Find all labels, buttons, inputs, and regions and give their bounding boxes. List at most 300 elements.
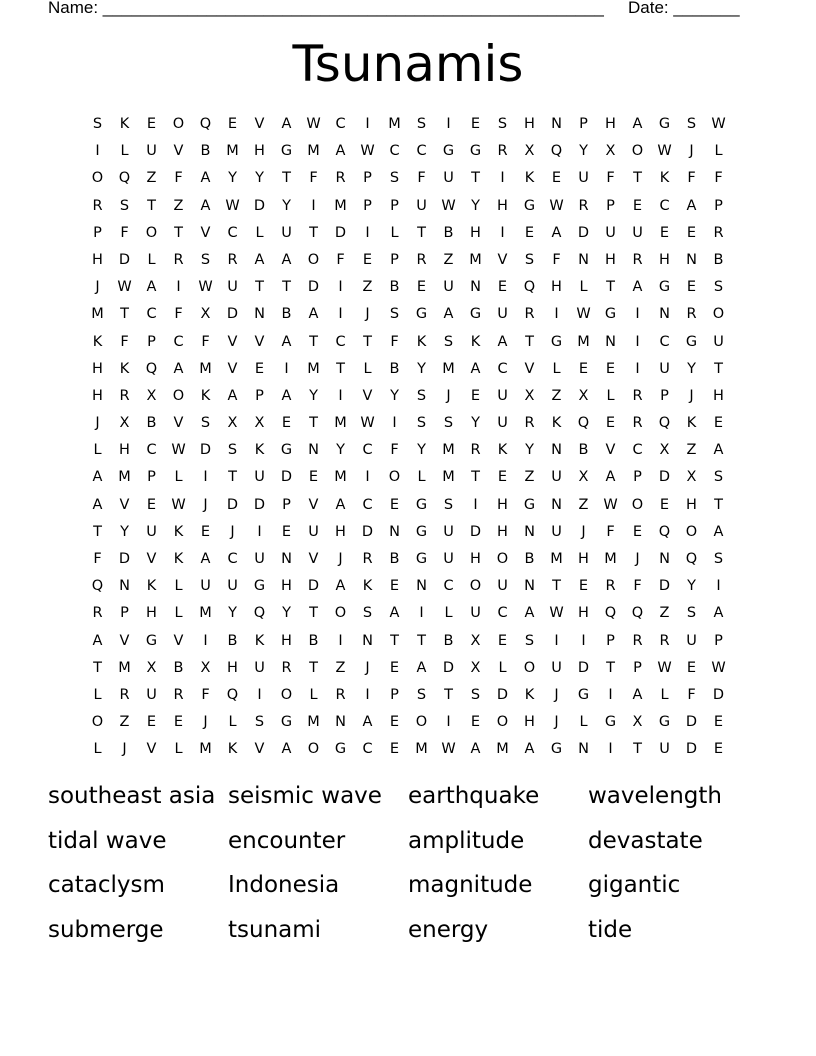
grid-letter: V bbox=[605, 442, 616, 459]
grid-letter: C bbox=[362, 442, 373, 459]
grid-letter: E bbox=[632, 197, 643, 214]
grid-letter: A bbox=[713, 523, 724, 540]
grid-letter: B bbox=[173, 659, 184, 676]
grid-letter: E bbox=[389, 714, 400, 731]
grid-letter: B bbox=[389, 551, 400, 567]
grid-letter: D bbox=[253, 197, 266, 214]
grid-letter: S bbox=[686, 116, 697, 132]
grid-letter: R bbox=[92, 197, 103, 214]
grid-letter: L bbox=[390, 224, 399, 241]
grid-letter: N bbox=[308, 442, 319, 459]
grid-letter: P bbox=[606, 632, 615, 649]
grid-letter: S bbox=[443, 496, 454, 513]
grid-letter: D bbox=[577, 659, 590, 676]
grid-letter: B bbox=[713, 251, 724, 268]
word-list-item: energy bbox=[408, 916, 489, 943]
grid-letter: S bbox=[497, 116, 508, 132]
grid-letter: L bbox=[579, 279, 588, 296]
grid-letter: V bbox=[308, 551, 319, 567]
grid-letter: R bbox=[92, 605, 103, 622]
grid-letter: J bbox=[338, 551, 343, 567]
grid-letter: Z bbox=[146, 170, 157, 187]
grid-letter: D bbox=[334, 224, 347, 241]
grid-letter: J bbox=[554, 714, 559, 731]
grid-letter: W bbox=[117, 279, 132, 296]
grid-letter: Q bbox=[118, 170, 131, 187]
grid-letter: A bbox=[200, 551, 211, 567]
grid-letter: G bbox=[280, 442, 293, 459]
grid-letter: U bbox=[551, 659, 562, 676]
header-line bbox=[48, 0, 748, 22]
grid-letter: M bbox=[442, 360, 455, 377]
grid-letter: J bbox=[689, 143, 694, 160]
grid-letter: F bbox=[606, 170, 615, 187]
grid-letter: R bbox=[173, 251, 184, 268]
grid-letter: W bbox=[360, 143, 375, 160]
grid-letter: C bbox=[362, 741, 373, 758]
grid-letter: Q bbox=[604, 605, 617, 622]
grid-letter: C bbox=[632, 442, 643, 459]
grid-letter: O bbox=[523, 659, 536, 676]
grid-letter: Y bbox=[525, 442, 534, 459]
grid-letter: Z bbox=[335, 659, 346, 676]
grid-letter: G bbox=[469, 143, 482, 160]
grid-letter: X bbox=[605, 143, 616, 160]
grid-letter: P bbox=[660, 387, 669, 404]
grid-letter: X bbox=[524, 143, 535, 160]
grid-letter: K bbox=[254, 632, 265, 649]
grid-letter: A bbox=[281, 116, 292, 132]
grid-letter: T bbox=[93, 523, 102, 540]
grid-letter: G bbox=[550, 333, 563, 350]
grid-letter: K bbox=[659, 170, 670, 187]
grid-letter: U bbox=[551, 523, 562, 540]
grid-letter: R bbox=[416, 251, 427, 268]
grid-letter: L bbox=[174, 741, 183, 758]
grid-letter: R bbox=[686, 306, 697, 323]
grid-letter: W bbox=[603, 496, 618, 513]
grid-letter: D bbox=[199, 442, 212, 459]
grid-letter: L bbox=[552, 360, 561, 377]
grid-letter: U bbox=[551, 469, 562, 486]
grid-letter: F bbox=[309, 170, 318, 187]
grid-letter: C bbox=[443, 578, 454, 595]
grid-letter: F bbox=[336, 251, 345, 268]
grid-letter: Q bbox=[226, 686, 239, 703]
grid-letter: M bbox=[334, 197, 347, 214]
grid-letter: M bbox=[91, 306, 104, 323]
grid-letter: C bbox=[146, 306, 157, 323]
grid-letter: Z bbox=[443, 251, 454, 268]
grid-letter: W bbox=[225, 197, 240, 214]
grid-letter: T bbox=[390, 632, 399, 649]
grid-letter: D bbox=[658, 469, 671, 486]
grid-letter: F bbox=[120, 224, 129, 241]
grid-letter: K bbox=[470, 333, 481, 350]
grid-letter: G bbox=[523, 496, 536, 513]
grid-letter: A bbox=[389, 605, 400, 622]
grid-letter: V bbox=[119, 632, 130, 649]
grid-letter: E bbox=[578, 360, 589, 377]
grid-letter: C bbox=[416, 143, 427, 160]
grid-letter: L bbox=[579, 714, 588, 731]
grid-letter: F bbox=[417, 170, 426, 187]
grid-letter: S bbox=[227, 442, 238, 459]
grid-letter: B bbox=[200, 143, 211, 160]
grid-letter: N bbox=[578, 251, 589, 268]
grid-letter: Q bbox=[658, 415, 671, 432]
grid-letter: H bbox=[92, 387, 103, 404]
grid-letter: X bbox=[146, 659, 157, 676]
grid-letter: T bbox=[309, 605, 318, 622]
grid-letter: H bbox=[659, 251, 670, 268]
grid-letter: W bbox=[549, 605, 564, 622]
grid-letter: N bbox=[362, 632, 373, 649]
grid-letter: T bbox=[471, 170, 480, 187]
grid-letter: T bbox=[471, 469, 480, 486]
grid-letter: K bbox=[686, 415, 697, 432]
grid-letter: E bbox=[173, 714, 184, 731]
grid-letter: T bbox=[417, 224, 426, 241]
grid-letter: B bbox=[308, 632, 319, 649]
word-list-item: seismic wave bbox=[228, 783, 382, 809]
grid-letter: Q bbox=[658, 523, 671, 540]
grid-letter: E bbox=[713, 415, 724, 432]
grid-letter: T bbox=[255, 279, 264, 296]
grid-letter: I bbox=[338, 632, 343, 649]
grid-letter: H bbox=[281, 632, 292, 649]
grid-letter: D bbox=[253, 496, 266, 513]
grid-letter: Z bbox=[686, 442, 697, 459]
grid-letter: W bbox=[171, 442, 186, 459]
grid-letter: K bbox=[173, 551, 184, 567]
grid-letter: S bbox=[416, 116, 427, 132]
grid-letter: K bbox=[119, 360, 130, 377]
grid-letter: P bbox=[606, 197, 615, 214]
grid-letter: T bbox=[714, 360, 723, 377]
grid-letter: Q bbox=[199, 116, 212, 132]
grid-letter: F bbox=[93, 551, 102, 567]
grid-letter: F bbox=[174, 306, 183, 323]
grid-letter: O bbox=[712, 306, 725, 323]
grid-letter: M bbox=[118, 659, 131, 676]
grid-letter: I bbox=[554, 632, 559, 649]
grid-letter: X bbox=[227, 415, 238, 432]
grid-letter: Y bbox=[417, 360, 426, 377]
grid-letter: A bbox=[92, 469, 103, 486]
grid-letter: X bbox=[254, 415, 265, 432]
grid-letter: R bbox=[497, 143, 508, 160]
grid-letter: C bbox=[227, 224, 238, 241]
grid-letter: H bbox=[578, 551, 589, 567]
grid-letter: I bbox=[446, 116, 451, 132]
grid-letter: V bbox=[227, 333, 238, 350]
grid-letter: T bbox=[120, 306, 129, 323]
grid-letter: S bbox=[254, 714, 265, 731]
grid-letter: Q bbox=[550, 143, 563, 160]
grid-letter: M bbox=[118, 469, 131, 486]
grid-letter: S bbox=[389, 306, 400, 323]
grid-letter: E bbox=[470, 714, 481, 731]
grid-letter: C bbox=[497, 360, 508, 377]
grid-letter: J bbox=[365, 659, 370, 676]
grid-letter: A bbox=[227, 387, 238, 404]
grid-letter: I bbox=[635, 306, 640, 323]
grid-letter: E bbox=[524, 224, 535, 241]
grid-letter: I bbox=[257, 523, 262, 540]
grid-letter: W bbox=[441, 741, 456, 758]
grid-letter: B bbox=[578, 442, 589, 459]
grid-letter: T bbox=[363, 333, 372, 350]
grid-letter: H bbox=[281, 578, 292, 595]
word-list-item: cataclysm bbox=[48, 872, 165, 898]
grid-letter: T bbox=[417, 632, 426, 649]
grid-letter: W bbox=[711, 659, 726, 676]
grid-letter: R bbox=[335, 686, 346, 703]
grid-letter: A bbox=[362, 714, 373, 731]
grid-letter: I bbox=[635, 360, 640, 377]
grid-letter: U bbox=[416, 197, 427, 214]
grid-letter: C bbox=[497, 605, 508, 622]
grid-letter: H bbox=[470, 224, 481, 241]
grid-letter: I bbox=[365, 469, 370, 486]
grid-letter: S bbox=[119, 197, 130, 214]
grid-letter: H bbox=[92, 360, 103, 377]
grid-letter: R bbox=[173, 686, 184, 703]
grid-letter: X bbox=[686, 469, 697, 486]
grid-letter: X bbox=[578, 387, 589, 404]
grid-letter: L bbox=[309, 686, 318, 703]
grid-letter: A bbox=[92, 496, 103, 513]
grid-letter: I bbox=[392, 415, 397, 432]
grid-letter: E bbox=[362, 251, 373, 268]
grid-letter: G bbox=[415, 551, 428, 567]
grid-letter: Z bbox=[173, 197, 184, 214]
grid-letter: J bbox=[554, 686, 559, 703]
grid-letter: X bbox=[524, 387, 535, 404]
grid-letter: J bbox=[122, 741, 127, 758]
grid-letter: E bbox=[146, 714, 157, 731]
grid-letter: N bbox=[524, 523, 535, 540]
grid-letter: T bbox=[606, 279, 615, 296]
grid-letter: S bbox=[470, 686, 481, 703]
grid-letter: F bbox=[714, 170, 723, 187]
grid-letter: E bbox=[146, 496, 157, 513]
grid-letter: Y bbox=[417, 442, 426, 459]
grid-letter: R bbox=[659, 632, 670, 649]
grid-letter: V bbox=[362, 387, 373, 404]
grid-letter: A bbox=[524, 605, 535, 622]
grid-letter: D bbox=[361, 523, 374, 540]
grid-letter: U bbox=[200, 578, 211, 595]
grid-letter: H bbox=[335, 523, 346, 540]
grid-letter: T bbox=[444, 686, 453, 703]
grid-letter: U bbox=[659, 360, 670, 377]
grid-letter: K bbox=[362, 578, 373, 595]
grid-letter: B bbox=[389, 279, 400, 296]
grid-letter: A bbox=[470, 360, 481, 377]
grid-letter: M bbox=[469, 251, 482, 268]
grid-letter: O bbox=[172, 116, 185, 132]
grid-letter: I bbox=[581, 632, 586, 649]
grid-letter: G bbox=[685, 333, 698, 350]
grid-letter: T bbox=[309, 415, 318, 432]
grid-letter: R bbox=[524, 415, 535, 432]
grid-letter: U bbox=[605, 224, 616, 241]
grid-letter: V bbox=[524, 360, 535, 377]
grid-letter: S bbox=[416, 387, 427, 404]
grid-letter: H bbox=[524, 714, 535, 731]
grid-letter: O bbox=[145, 224, 158, 241]
grid-letter: P bbox=[120, 605, 129, 622]
grid-letter: V bbox=[497, 251, 508, 268]
grid-letter: E bbox=[686, 279, 697, 296]
grid-letter: M bbox=[496, 741, 509, 758]
grid-letter: D bbox=[307, 578, 320, 595]
grid-letter: E bbox=[497, 632, 508, 649]
grid-letter: X bbox=[119, 415, 130, 432]
grid-letter: U bbox=[227, 578, 238, 595]
grid-letter: M bbox=[442, 469, 455, 486]
grid-letter: A bbox=[605, 469, 616, 486]
grid-letter: P bbox=[633, 659, 642, 676]
grid-letter: J bbox=[203, 496, 208, 513]
grid-letter: U bbox=[254, 551, 265, 567]
grid-letter: C bbox=[227, 551, 238, 567]
grid-letter: M bbox=[199, 605, 212, 622]
grid-letter: F bbox=[390, 333, 399, 350]
grid-letter: K bbox=[254, 442, 265, 459]
grid-letter: S bbox=[416, 686, 427, 703]
grid-letter: I bbox=[473, 496, 478, 513]
grid-letter: O bbox=[685, 523, 698, 540]
grid-letter: P bbox=[255, 387, 264, 404]
grid-letter: E bbox=[632, 523, 643, 540]
grid-letter: D bbox=[496, 686, 509, 703]
grid-letter: K bbox=[416, 333, 427, 350]
grid-letter: H bbox=[524, 116, 535, 132]
grid-letter: U bbox=[443, 279, 454, 296]
grid-letter: A bbox=[146, 279, 157, 296]
grid-letter: A bbox=[713, 605, 724, 622]
name-field-label: Name: _____________________________________________________ bbox=[48, 0, 604, 17]
grid-letter: N bbox=[659, 306, 670, 323]
grid-letter: D bbox=[469, 523, 482, 540]
grid-letter: S bbox=[416, 415, 427, 432]
grid-letter: U bbox=[497, 578, 508, 595]
grid-letter: E bbox=[200, 523, 211, 540]
grid-letter: J bbox=[689, 387, 694, 404]
grid-letter: R bbox=[119, 387, 130, 404]
grid-letter: A bbox=[281, 333, 292, 350]
grid-letter: D bbox=[118, 251, 131, 268]
grid-letter: D bbox=[685, 741, 698, 758]
grid-letter: Y bbox=[336, 442, 345, 459]
grid-letter: H bbox=[92, 251, 103, 268]
word-list-item: magnitude bbox=[408, 872, 533, 898]
grid-letter: R bbox=[578, 197, 589, 214]
grid-letter: N bbox=[605, 333, 616, 350]
grid-letter: E bbox=[713, 741, 724, 758]
grid-letter: N bbox=[470, 279, 481, 296]
grid-letter: E bbox=[470, 387, 481, 404]
grid-letter: N bbox=[686, 251, 697, 268]
grid-letter: E bbox=[281, 523, 292, 540]
grid-letter: E bbox=[713, 714, 724, 731]
grid-letter: H bbox=[578, 605, 589, 622]
grid-letter: S bbox=[443, 415, 454, 432]
grid-letter: U bbox=[254, 469, 265, 486]
grid-letter: B bbox=[524, 551, 535, 567]
grid-letter: A bbox=[713, 442, 724, 459]
grid-letter: Y bbox=[471, 197, 480, 214]
word-list-item: tidal wave bbox=[48, 827, 167, 854]
grid-letter: G bbox=[415, 496, 428, 513]
grid-letter: R bbox=[227, 251, 238, 268]
grid-letter: W bbox=[198, 279, 213, 296]
grid-letter: B bbox=[443, 632, 454, 649]
grid-letter: F bbox=[390, 442, 399, 459]
grid-letter: V bbox=[254, 116, 265, 132]
grid-letter: Z bbox=[362, 279, 373, 296]
grid-letter: A bbox=[92, 632, 103, 649]
grid-letter: P bbox=[633, 469, 642, 486]
grid-letter: L bbox=[93, 442, 102, 459]
grid-letter: U bbox=[308, 523, 319, 540]
grid-letter: W bbox=[549, 197, 564, 214]
grid-letter: O bbox=[91, 714, 104, 731]
grid-letter: I bbox=[338, 306, 343, 323]
grid-letter: B bbox=[443, 224, 454, 241]
grid-letter: X bbox=[200, 659, 211, 676]
grid-letter: C bbox=[659, 333, 670, 350]
grid-letter: M bbox=[550, 551, 563, 567]
grid-letter: L bbox=[120, 143, 129, 160]
grid-letter: H bbox=[497, 523, 508, 540]
grid-letter: C bbox=[173, 333, 184, 350]
grid-letter: L bbox=[147, 251, 156, 268]
grid-letter: S bbox=[524, 251, 535, 268]
grid-letter: A bbox=[632, 116, 643, 132]
grid-letter: F bbox=[174, 170, 183, 187]
grid-letter: R bbox=[335, 170, 346, 187]
grid-letter: I bbox=[635, 333, 640, 350]
grid-letter: N bbox=[416, 578, 427, 595]
grid-letter: P bbox=[363, 197, 372, 214]
grid-letter: H bbox=[227, 659, 238, 676]
grid-letter: T bbox=[525, 333, 534, 350]
grid-letter: R bbox=[713, 224, 724, 241]
grid-letter: A bbox=[416, 659, 427, 676]
grid-letter: I bbox=[311, 197, 316, 214]
grid-letter: A bbox=[632, 686, 643, 703]
grid-letter: Q bbox=[523, 279, 536, 296]
grid-letter: D bbox=[307, 279, 320, 296]
grid-letter: B bbox=[281, 306, 292, 323]
grid-letter: Y bbox=[228, 605, 237, 622]
grid-letter: C bbox=[335, 116, 346, 132]
grid-letter: J bbox=[230, 523, 235, 540]
grid-letter: P bbox=[282, 496, 291, 513]
grid-letter: H bbox=[713, 387, 724, 404]
grid-letter: E bbox=[470, 116, 481, 132]
grid-letter: L bbox=[93, 686, 102, 703]
grid-letter: O bbox=[469, 578, 482, 595]
grid-letter: X bbox=[659, 442, 670, 459]
grid-letter: G bbox=[658, 714, 671, 731]
grid-letter: P bbox=[390, 197, 399, 214]
grid-letter: I bbox=[365, 224, 370, 241]
